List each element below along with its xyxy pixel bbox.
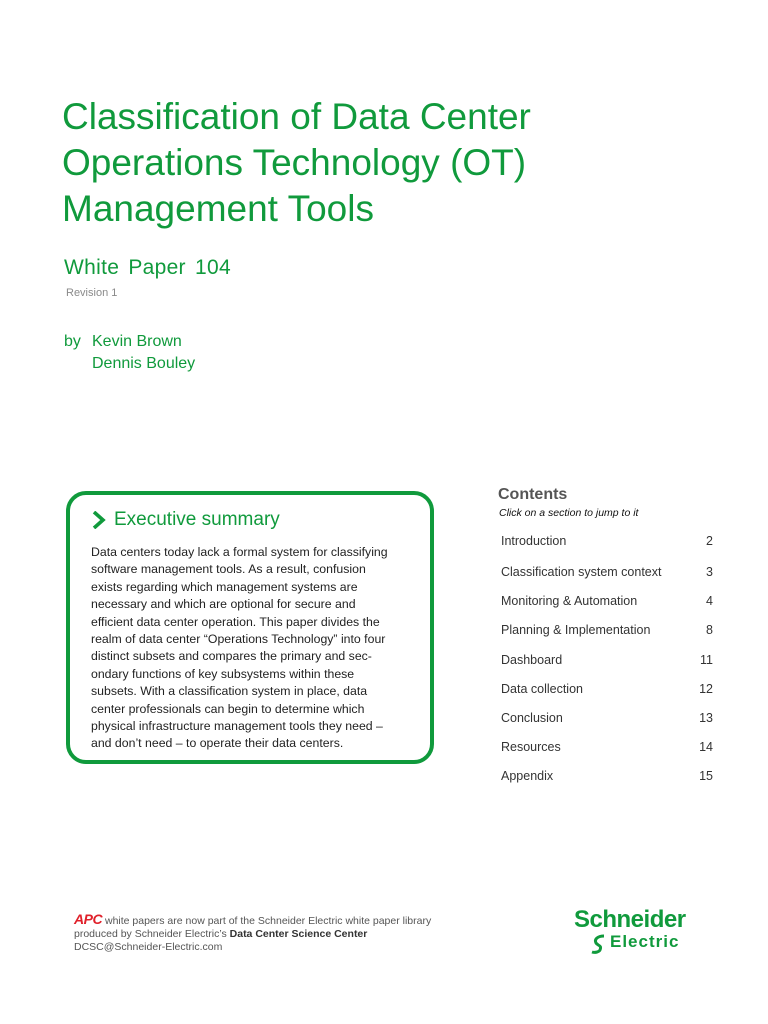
toc-item-label: Appendix (501, 769, 554, 783)
summary-line: and don’t need – to operate their data centers. (91, 736, 344, 751)
contents-subtitle: Click on a section to jump to it (499, 507, 639, 519)
toc-item-page: 13 (699, 711, 713, 725)
logo-wordmark-electric: Electric (610, 932, 680, 951)
toc-item-page: 3 (706, 565, 713, 579)
document-title (62, 94, 722, 232)
toc-item-label: Dashboard (501, 653, 563, 667)
toc-item-page: 8 (706, 623, 713, 637)
logo-wordmark: Schneider (574, 906, 686, 933)
summary-line: physical infrastructure management tools they need – (91, 719, 383, 734)
toc-item-monitoring-automation[interactable] (501, 594, 713, 614)
toc-item-classification-system-context[interactable] (501, 565, 713, 585)
revision-label: Revision 1 (66, 287, 118, 299)
toc-item-data-collection[interactable] (501, 682, 713, 702)
schneider-mark-icon (590, 934, 608, 954)
summary-line: realm of data center “Operations Technology” into four (91, 632, 386, 647)
executive-summary-heading (92, 509, 280, 531)
footer-note (74, 913, 431, 953)
toc-item-resources[interactable] (501, 740, 713, 760)
toc-item-page: 14 (699, 740, 713, 754)
footer-text: white papers are now part of the Schneider Electric white paper library (102, 915, 432, 927)
toc-item-label: Planning & Implementation (501, 623, 651, 637)
toc-item-label: Resources (501, 740, 561, 754)
dcsc-name: Data Center Science Center (229, 927, 368, 940)
toc-item-label: Introduction (501, 534, 567, 548)
toc-item-appendix[interactable] (501, 769, 713, 789)
toc-item-conclusion[interactable] (501, 711, 713, 731)
summary-line: Data centers today lack a formal system for classifying (91, 545, 388, 559)
white-paper-number: White Paper 104 (64, 256, 231, 279)
toc-item-label: Monitoring & Automation (501, 594, 638, 608)
title-line: Classification of Data Center (62, 96, 531, 137)
author-name: Kevin Brown (92, 333, 182, 350)
apc-logo: APC (74, 911, 103, 927)
toc-item-page: 11 (700, 653, 713, 667)
title-line: Management Tools (62, 188, 374, 229)
chevron-right-icon (92, 511, 106, 529)
toc-item-dashboard[interactable] (501, 653, 713, 673)
summary-line: distinct subsets and compares the primary and sec- (91, 649, 372, 664)
contents-title: Contents (498, 486, 568, 503)
toc-item-introduction[interactable] (501, 534, 713, 554)
summary-line: ondary functions of key subsystems within these (91, 666, 355, 681)
summary-line: necessary and which are optional for secure and (91, 597, 356, 612)
by-label: by (64, 333, 81, 350)
toc-item-label: Classification system context (501, 565, 662, 579)
executive-summary-text (91, 544, 421, 753)
toc-item-page: 12 (699, 682, 713, 696)
summary-line: subsets. With a classification system in place, data (91, 684, 368, 699)
footer-email[interactable]: DCSC@Schneider-Electric.com (74, 940, 223, 953)
executive-summary-title: Executive summary (114, 509, 280, 530)
summary-line: exists regarding which management systems are (91, 579, 358, 594)
title-line: Operations Technology (OT) (62, 142, 527, 183)
toc-item-page: 15 (699, 769, 713, 783)
toc-item-planning-implementation[interactable] (501, 623, 713, 643)
toc-item-page: 2 (706, 534, 713, 548)
schneider-electric-logo (574, 906, 714, 954)
footer-line (74, 913, 431, 928)
summary-line: software management tools. As a result, confusion (91, 562, 366, 577)
toc-item-page: 4 (706, 594, 713, 608)
toc-item-label: Data collection (501, 682, 583, 696)
summary-line: center professionals can begin to determine which (91, 701, 365, 716)
executive-summary-box (66, 491, 434, 764)
footer-line (74, 928, 431, 941)
toc-item-label: Conclusion (501, 711, 563, 725)
summary-line: efficient data center operation. This paper divides the (91, 614, 380, 629)
author-name: Dennis Bouley (92, 355, 196, 372)
footer-text: produced by Schneider Electric’s (74, 927, 230, 940)
